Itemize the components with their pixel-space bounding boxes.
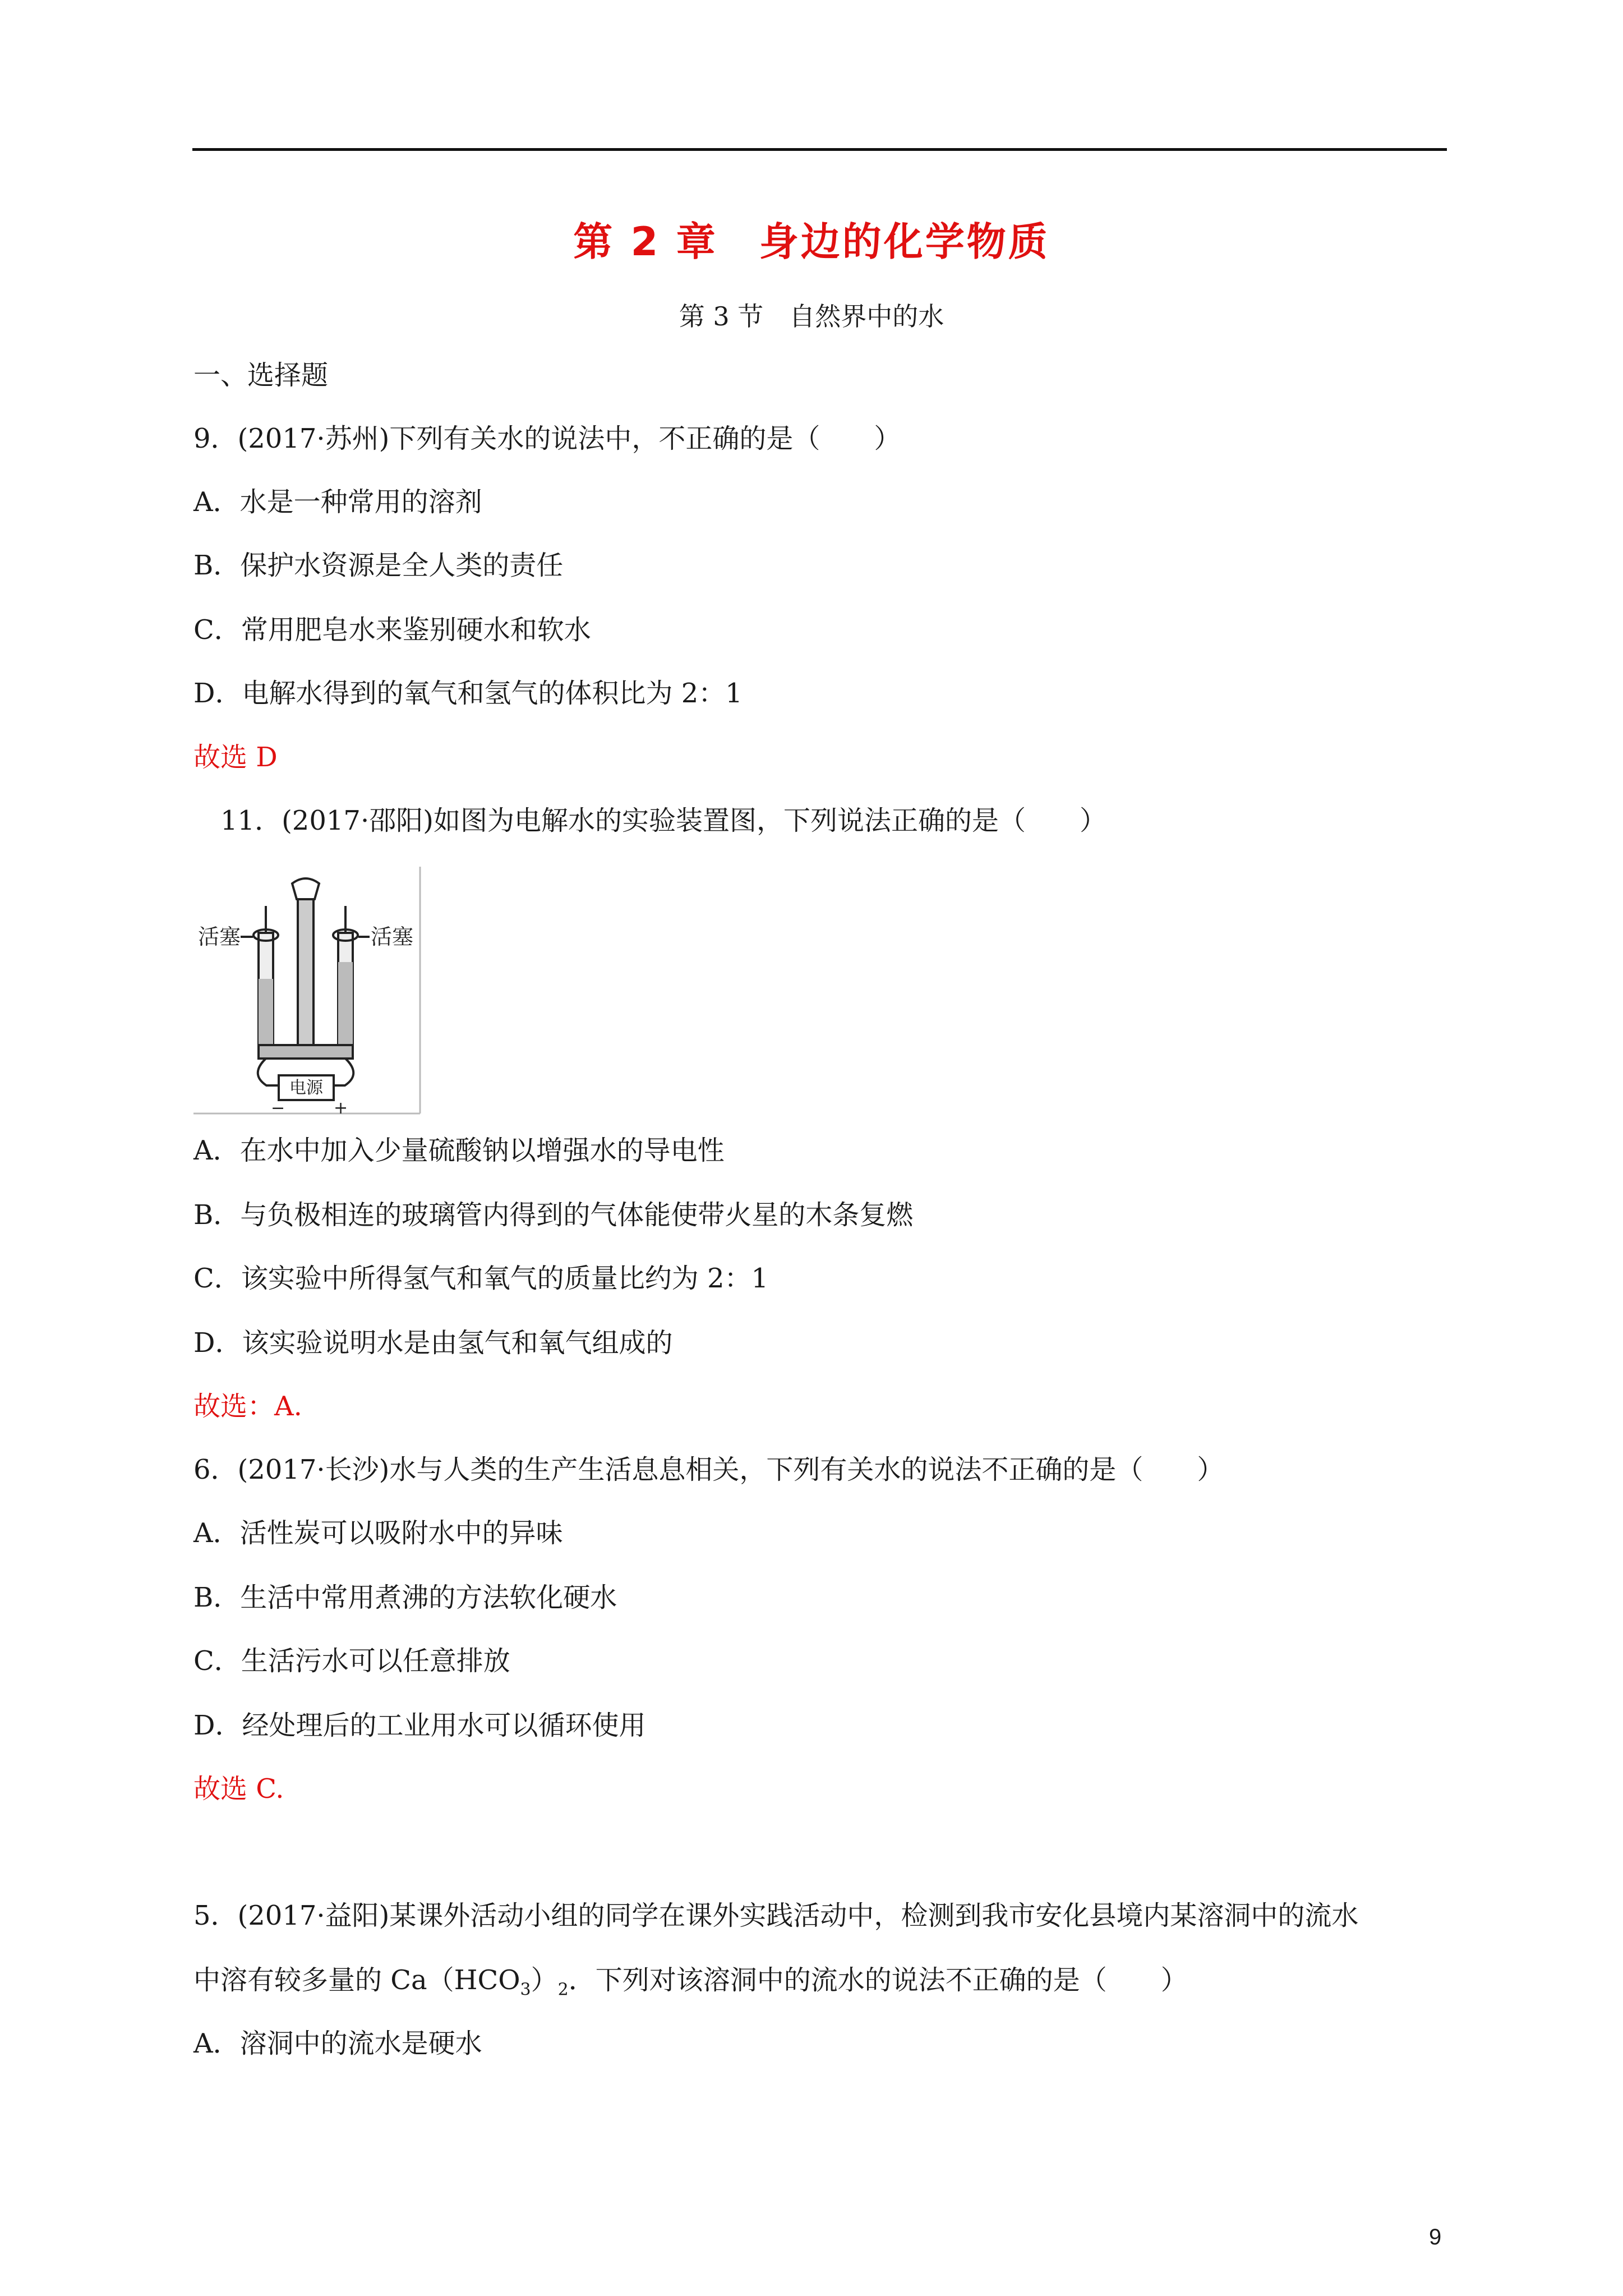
question-6-answer: 故选 C. xyxy=(193,1773,284,1805)
question-5-subscript-2: 2 xyxy=(557,1980,569,2000)
question-5-stem-suffix: ．下列对该溶洞中的流水的说法不正确的是（ ） xyxy=(568,1964,1188,1996)
question-9-option-b: B．保护水资源是全人类的责任 xyxy=(193,550,564,581)
positive-sign: + xyxy=(334,1098,348,1115)
question-5-option-a: A．溶洞中的流水是硬水 xyxy=(193,2028,482,2059)
question-5-subscript-3: 3 xyxy=(520,1980,531,2000)
question-6-option-c: C．生活污水可以任意排放 xyxy=(193,1645,510,1677)
question-6-stem: 6．(2017·长沙)水与人类的生产生活息息相关，下列有关水的说法不正确的是（ ） xyxy=(193,1454,1224,1485)
right-stopcock-label: 活塞 xyxy=(371,924,414,949)
section-title: 第 3 节 自然界中的水 xyxy=(679,301,944,332)
question-11-stem: 11．(2017·邵阳)如图为电解水的实验装置图，下列说法正确的是（ ） xyxy=(220,805,1106,836)
electrolysis-apparatus-figure xyxy=(193,867,423,1115)
question-5-stem-line2 xyxy=(193,1963,1188,2007)
question-11-answer: 故选：A. xyxy=(193,1391,302,1422)
question-11-option-a: A．在水中加入少量硫酸钠以增强水的导电性 xyxy=(193,1135,725,1166)
question-5-stem-mid: ） xyxy=(531,1964,558,1996)
question-6-option-a: A．活性炭可以吸附水中的异味 xyxy=(193,1517,563,1549)
question-11-option-b: B．与负极相连的玻璃管内得到的气体能使带火星的木条复燃 xyxy=(193,1199,914,1231)
left-stopcock-label: 活塞 xyxy=(198,924,241,949)
power-label: 电源 xyxy=(289,1078,323,1098)
page-number: 9 xyxy=(1429,2225,1442,2249)
question-9-answer: 故选 D xyxy=(193,742,278,773)
question-11-option-c: C．该实验中所得氢气和氧气的质量比约为 2：1 xyxy=(193,1263,769,1294)
part-heading: 一、选择题 xyxy=(193,360,329,391)
question-6-option-b: B．生活中常用煮沸的方法软化硬水 xyxy=(193,1582,617,1613)
header-rule xyxy=(192,148,1447,151)
question-9-option-a: A．水是一种常用的溶剂 xyxy=(193,486,482,518)
question-9-stem: 9．(2017·苏州)下列有关水的说法中，不正确的是（ ） xyxy=(193,423,901,454)
question-9-option-c: C．常用肥皂水来鉴别硬水和软水 xyxy=(193,614,591,646)
question-9-option-d: D．电解水得到的氧气和氢气的体积比为 2：1 xyxy=(193,678,743,709)
question-11-option-d: D．该实验说明水是由氢气和氧气组成的 xyxy=(193,1327,673,1359)
question-6-option-d: D．经处理后的工业用水可以循环使用 xyxy=(193,1710,646,1741)
chapter-title: 第 2 章 身边的化学物质 xyxy=(573,219,1050,265)
question-5-stem-line1: 5．(2017·益阳)某课外活动小组的同学在课外实践活动中，检测到我市安化县境内某溶洞中的流水 xyxy=(193,1900,1359,1931)
negative-sign: − xyxy=(271,1098,285,1115)
question-5-stem-prefix: 中溶有较多量的 Ca（HCO xyxy=(193,1964,520,1996)
